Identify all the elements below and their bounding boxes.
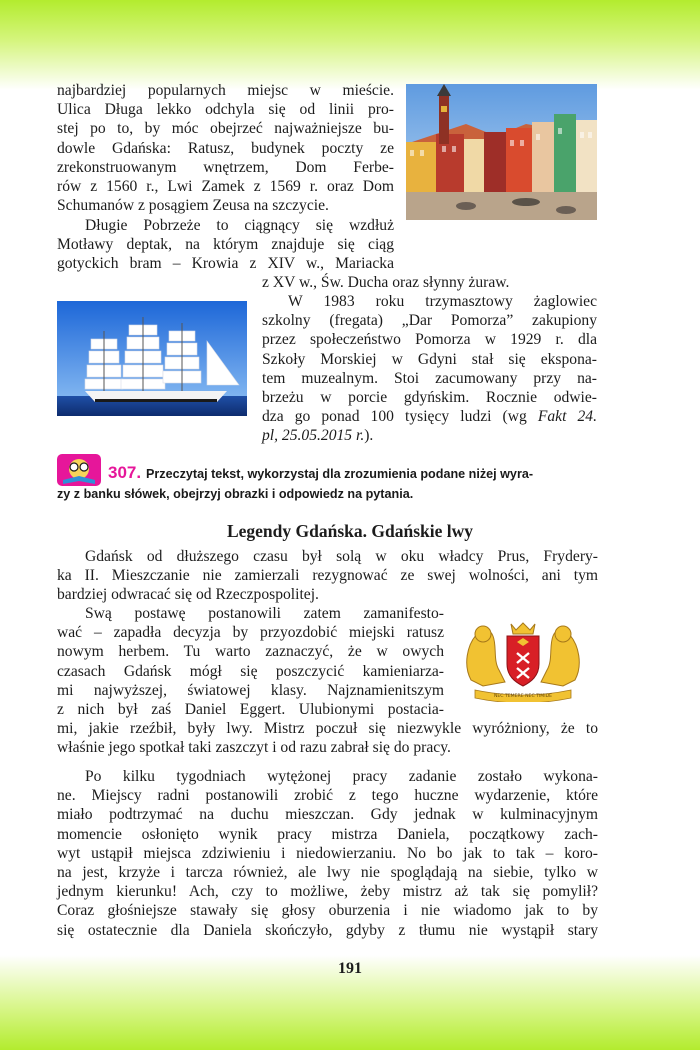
gdansk-coat-of-arms bbox=[453, 620, 593, 702]
paragraph-dluga-street bbox=[57, 81, 394, 215]
text-line: gotyckich bram – Krowia z XIV w., Mariacka bbox=[57, 255, 394, 273]
top-green-band bbox=[0, 0, 700, 90]
text-line: Swą postawę postanowili zatem zamanifesto- bbox=[85, 605, 444, 622]
text-line: Coraz głośniejsze stawały się głosy oburzenia i nie wiadomo jak to by bbox=[57, 902, 598, 920]
exercise-instruction-line: Przeczytaj tekst, wykorzystaj dla zrozumienia podane niżej wyra- bbox=[146, 467, 534, 481]
exercise-instruction-line: zy z banku słówek, obejrzyj obrazki i odpowiedz na pytania. bbox=[57, 487, 414, 501]
source-italic-2: pl, 25.05.2015 r. bbox=[262, 427, 365, 445]
text-line: Motławy deptak, na którym znajduje się ciąg bbox=[57, 236, 394, 254]
text-line: tem muzealnym. Stoi zacumowany przy na- bbox=[262, 369, 597, 387]
text-line: Szkoły Morskiej w Gdyni stał się ekspona- bbox=[262, 350, 597, 368]
paragraph-unveiling bbox=[57, 767, 598, 940]
text-line: najbardziej popularnych miejsc w mieście. bbox=[57, 82, 394, 99]
text-line: W 1983 roku trzymasztowy żaglowiec bbox=[288, 293, 597, 310]
dar-pomorza-ship-photo bbox=[57, 301, 247, 416]
text-line: właśnie jego spotkał taki zaszczyt i od razu zabrał się do pracy. bbox=[57, 739, 451, 757]
text-line: jednym kierunku! Ach, czy to możliwe, żeby mistrz aż tak się pomylił? bbox=[57, 883, 598, 901]
text-line: bardziej odwracać się od Rzeczpospolitej. bbox=[57, 586, 319, 604]
paragraph-coat-of-arms bbox=[57, 604, 444, 719]
text-line: się ostatecznie dla Daniela skończyło, gdyby z tłumu nie wystąpił stary bbox=[57, 921, 598, 939]
paragraph-dar-pomorza bbox=[262, 292, 597, 446]
reading-exercise-icon bbox=[57, 454, 101, 486]
source-italic: Fakt 24. bbox=[537, 408, 597, 426]
page-number: 191 bbox=[338, 960, 362, 977]
text-line: z nich był zaś Daniel Eggert. Ulubionymi postacia- bbox=[57, 701, 444, 719]
text-line: Gdańsk od dłuższego czasu był solą w oku władcy Prus, Frydery- bbox=[85, 548, 598, 565]
text-line: dza go ponad 100 tysięcy ludzi (wg Fakt 24. bbox=[262, 408, 597, 426]
text-line: na jest, krzyże i tarcza również, ale lwy nie spoglądają na siebie, tylko w bbox=[57, 864, 598, 882]
text-line: miało podtrzymać na duchu mieszczan. Gdy jednak w kulminacyjnym bbox=[57, 806, 598, 824]
text-line: wyt ustąpił miejsca zdziwieniu i niedowierzaniu. No bo jak to tak – koro- bbox=[57, 844, 598, 862]
paragraph-coat-of-arms-cont bbox=[57, 719, 598, 757]
text-line: rów z 1560 r., Lwi Zamek z 1569 r. oraz Dom bbox=[57, 178, 394, 196]
exercise-number: 307. bbox=[108, 463, 142, 482]
text-line: nowym herbem. Tu warto zaznaczyć, że w owych bbox=[57, 643, 444, 661]
text-line: szkolny (fregata) „Dar Pomorza” zakupiony bbox=[262, 312, 597, 330]
text-line: pl, 25.05.2015 r.). bbox=[262, 427, 374, 445]
text-line: zrekonstruowanym wnętrzem, Dom Ferbe- bbox=[57, 158, 394, 176]
text-line: Długie Pobrzeże to ciągnący się wzdłuż bbox=[85, 217, 394, 234]
text-line: Ulica Długa lekko odchyla się od linii pro- bbox=[57, 101, 394, 119]
text-line: z XV w., Św. Ducha oraz słynny żuraw. bbox=[262, 274, 510, 291]
paragraph-intro bbox=[57, 547, 598, 605]
text-line: dowle Gdańska: Ratusz, budynek poczty ze bbox=[57, 139, 394, 157]
text-line: mi najwyższej, światowej klasy. Najznamienitszym bbox=[57, 681, 444, 699]
text-line: czasach Gdańsk mógł się poszczycić kamieniarza- bbox=[57, 662, 444, 680]
text-line: ka II. Mieszczanie nie zamierzali rezygnować ze swej wolności, ani tym bbox=[57, 567, 598, 585]
text-line: Po kilku tygodniach wytężonej pracy zadanie zostało wykona- bbox=[85, 768, 598, 785]
paragraph-dlugie-pobrzeze bbox=[57, 216, 394, 274]
gdansk-dluga-street-photo bbox=[406, 84, 597, 220]
text-line: brzeżu w porcie gdyńskim. Rocznie odwie- bbox=[262, 389, 597, 407]
paragraph-dlugie-pobrzeze-end bbox=[262, 273, 582, 292]
crest-ribbon-motto: NEC TEMERE NEC TIMIDE bbox=[493, 694, 553, 699]
text-line: wać – zapadła decyzja by przyozdobić miejski ratusz bbox=[57, 624, 444, 642]
text-line: mi, jakie rzeźbił, były lwy. Mistrz poczuł się niezwykle wyróżniony, że to bbox=[57, 720, 598, 737]
text-line: stej po to, by móc obejrzeć najważniejsze bu- bbox=[57, 120, 394, 138]
text-line: momencie osłonięto wynik pracy mistrza Daniela, początkowy zach- bbox=[57, 825, 598, 843]
text-line: Schumanów z posągiem Zeusa na szczycie. bbox=[57, 197, 329, 215]
section-title: Legendy Gdańska. Gdańskie lwy bbox=[226, 521, 474, 541]
text-line: ne. Miejscy radni postanowili zrobić z tego huczne wydarzenie, które bbox=[57, 787, 598, 805]
text-line: przez społeczeństwo Pomorza w 1929 r. dla bbox=[262, 331, 597, 349]
